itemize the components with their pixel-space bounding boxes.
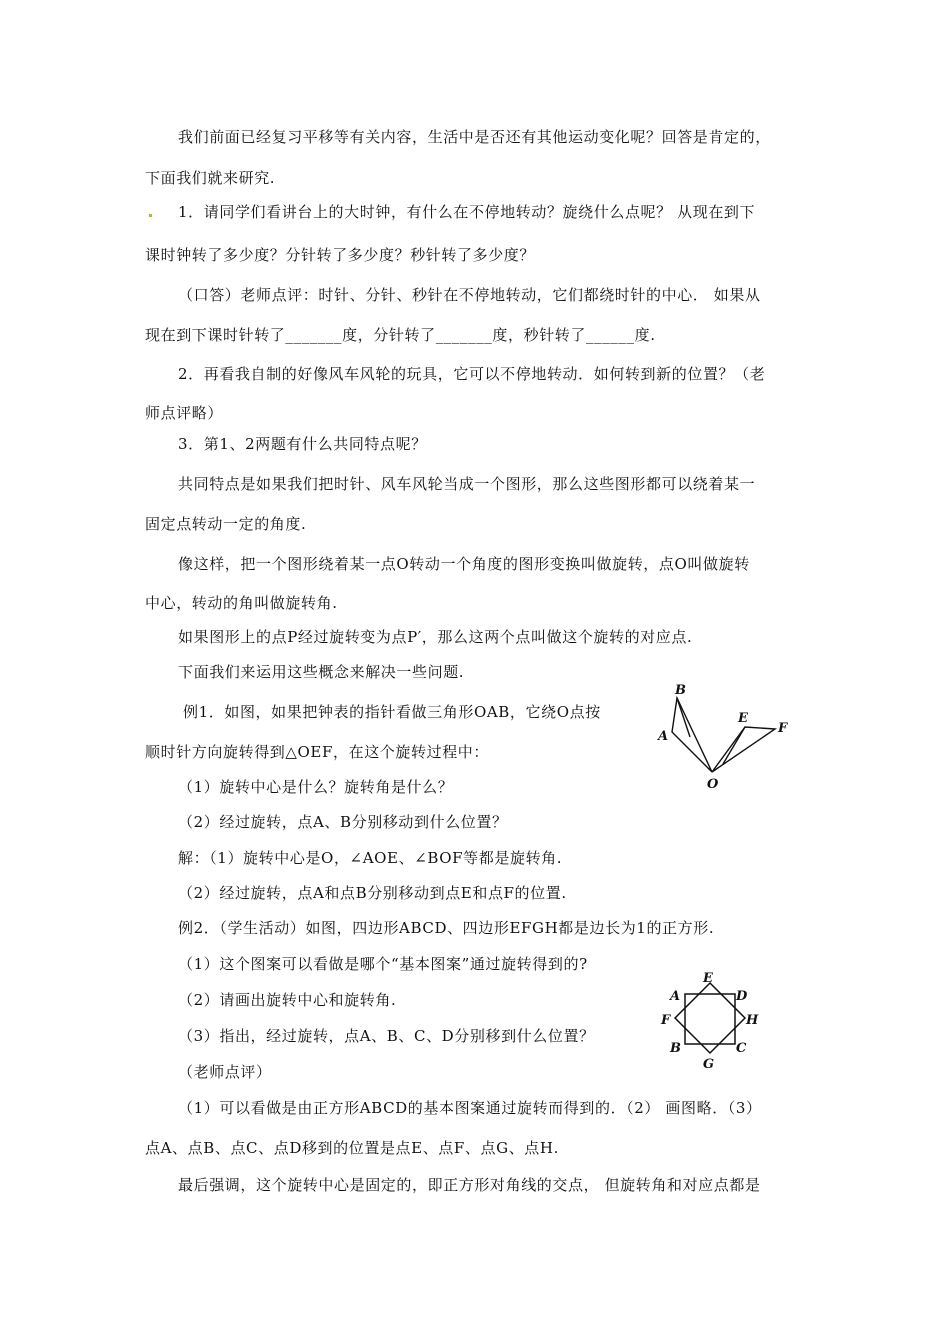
definition-line-2: 中心，转动的角叫做旋转角. [145, 594, 338, 612]
label-O: O [707, 777, 719, 792]
example-2-question-3: （3）指出，经过旋转，点A、B、C、D分别移到什么位置？ [178, 1027, 595, 1045]
example-1-line-1: 例1．如图，如果把钟表的指针看做三角形OAB，它绕O点按 [183, 703, 601, 721]
label-E: E [738, 711, 748, 726]
comment-1-line-2: 现在到下课时针转了_______度，分针转了_______度，秒针转了______度. [145, 326, 656, 344]
corresponding-points: 如果图形上的点P经过旋转变为点P′，那么这两个点叫做这个旋转的对应点. [178, 628, 693, 646]
label-G: G [703, 1057, 715, 1072]
question-1-line-1: 1．请同学们看讲台上的大时钟，有什么在不停地转动？旋绕什么点呢？ 从现在到下 [178, 203, 756, 221]
question-3: 3．第1、2两题有什么共同特点呢？ [178, 435, 427, 453]
example-1-line-2: 顺时针方向旋转得到△OEF，在这个旋转过程中： [145, 743, 489, 761]
example-2-question-2: （2）请画出旋转中心和旋转角. [178, 991, 397, 1009]
answer-3-line-1: 共同特点是如果我们把时针、风车风轮当成一个图形，那么这些图形都可以绕着某一 [178, 475, 756, 493]
label-B: B [670, 1041, 681, 1056]
comment-1-line-1: （口答）老师点评：时针、分针、秒针在不停地转动，它们都绕时针的中心． 如果从 [178, 286, 761, 304]
label-H: H [746, 1013, 759, 1028]
example-2-question-1: （1）这个图案可以看做是哪个“基本图案”通过旋转得到的? [178, 955, 588, 973]
triangle-oab-inner-line [677, 698, 690, 737]
teacher-review-label: （老师点评） [178, 1063, 272, 1081]
answer-2-line-1: （1）可以看做是由正方形ABCD的基本图案通过旋转而得到的．（2） 画图略．（3） [178, 1099, 762, 1117]
label-D: D [736, 989, 748, 1004]
solution-1: 解：（1）旋转中心是O，∠AOE、∠BOF等都是旋转角. [178, 849, 563, 867]
intro-line-2: 下面我们就来研究. [145, 169, 276, 187]
intro-line-1: 我们前面已经复习平移等有关内容，生活中是否还有其他运动变化呢？回答是肯定的， [178, 128, 771, 146]
answer-3-line-2: 固定点转动一定的角度. [145, 515, 307, 533]
triangle-oef-inner-line [723, 727, 745, 764]
final-emphasis: 最后强调，这个旋转中心是固定的，即正方形对角线的交点， 但旋转角和对应点都是 [178, 1176, 761, 1194]
solution-2: （2）经过旋转，点A和点B分别移动到点E和点F的位置. [178, 884, 567, 902]
label-F: F [661, 1013, 671, 1028]
label-E: E [703, 972, 713, 986]
question-1-line-2: 课时钟转了多少度？分针转了多少度？秒针转了多少度？ [145, 246, 536, 264]
label-B: B [675, 683, 686, 698]
ink-mark [149, 214, 152, 217]
rotation-triangle-figure [655, 682, 825, 792]
apply-intro: 下面我们来运用这些概念来解决一些问题. [178, 663, 465, 681]
two-squares-figure [660, 972, 760, 1072]
definition-line-1: 像这样，把一个图形绕着某一点O转动一个角度的图形变换叫做旋转，点O叫做旋转 [178, 555, 750, 573]
question-2-line-1: 2．再看我自制的好像风车风轮的玩具，它可以不停地转动．如何转到新的位置？（老 [178, 365, 766, 383]
label-C: C [736, 1041, 747, 1056]
example-2-line: 例2．（学生活动）如图，四边形ABCD、四边形EFGH都是边长为1的正方形. [178, 919, 715, 937]
triangle-oab [672, 698, 712, 772]
triangle-oef [712, 727, 775, 772]
label-A: A [670, 989, 681, 1004]
answer-2-line-2: 点A、点B、点C、点D移到的位置是点E、点F、点G、点H. [145, 1139, 559, 1157]
label-F: F [778, 721, 788, 736]
question-2-line-2: 师点评略） [145, 404, 224, 422]
example-1-question-1: （1）旋转中心是什么？旋转角是什么？ [178, 778, 454, 796]
label-A: A [658, 729, 669, 744]
example-1-question-2: （2）经过旋转，点A、B分别移动到什么位置？ [178, 813, 508, 831]
